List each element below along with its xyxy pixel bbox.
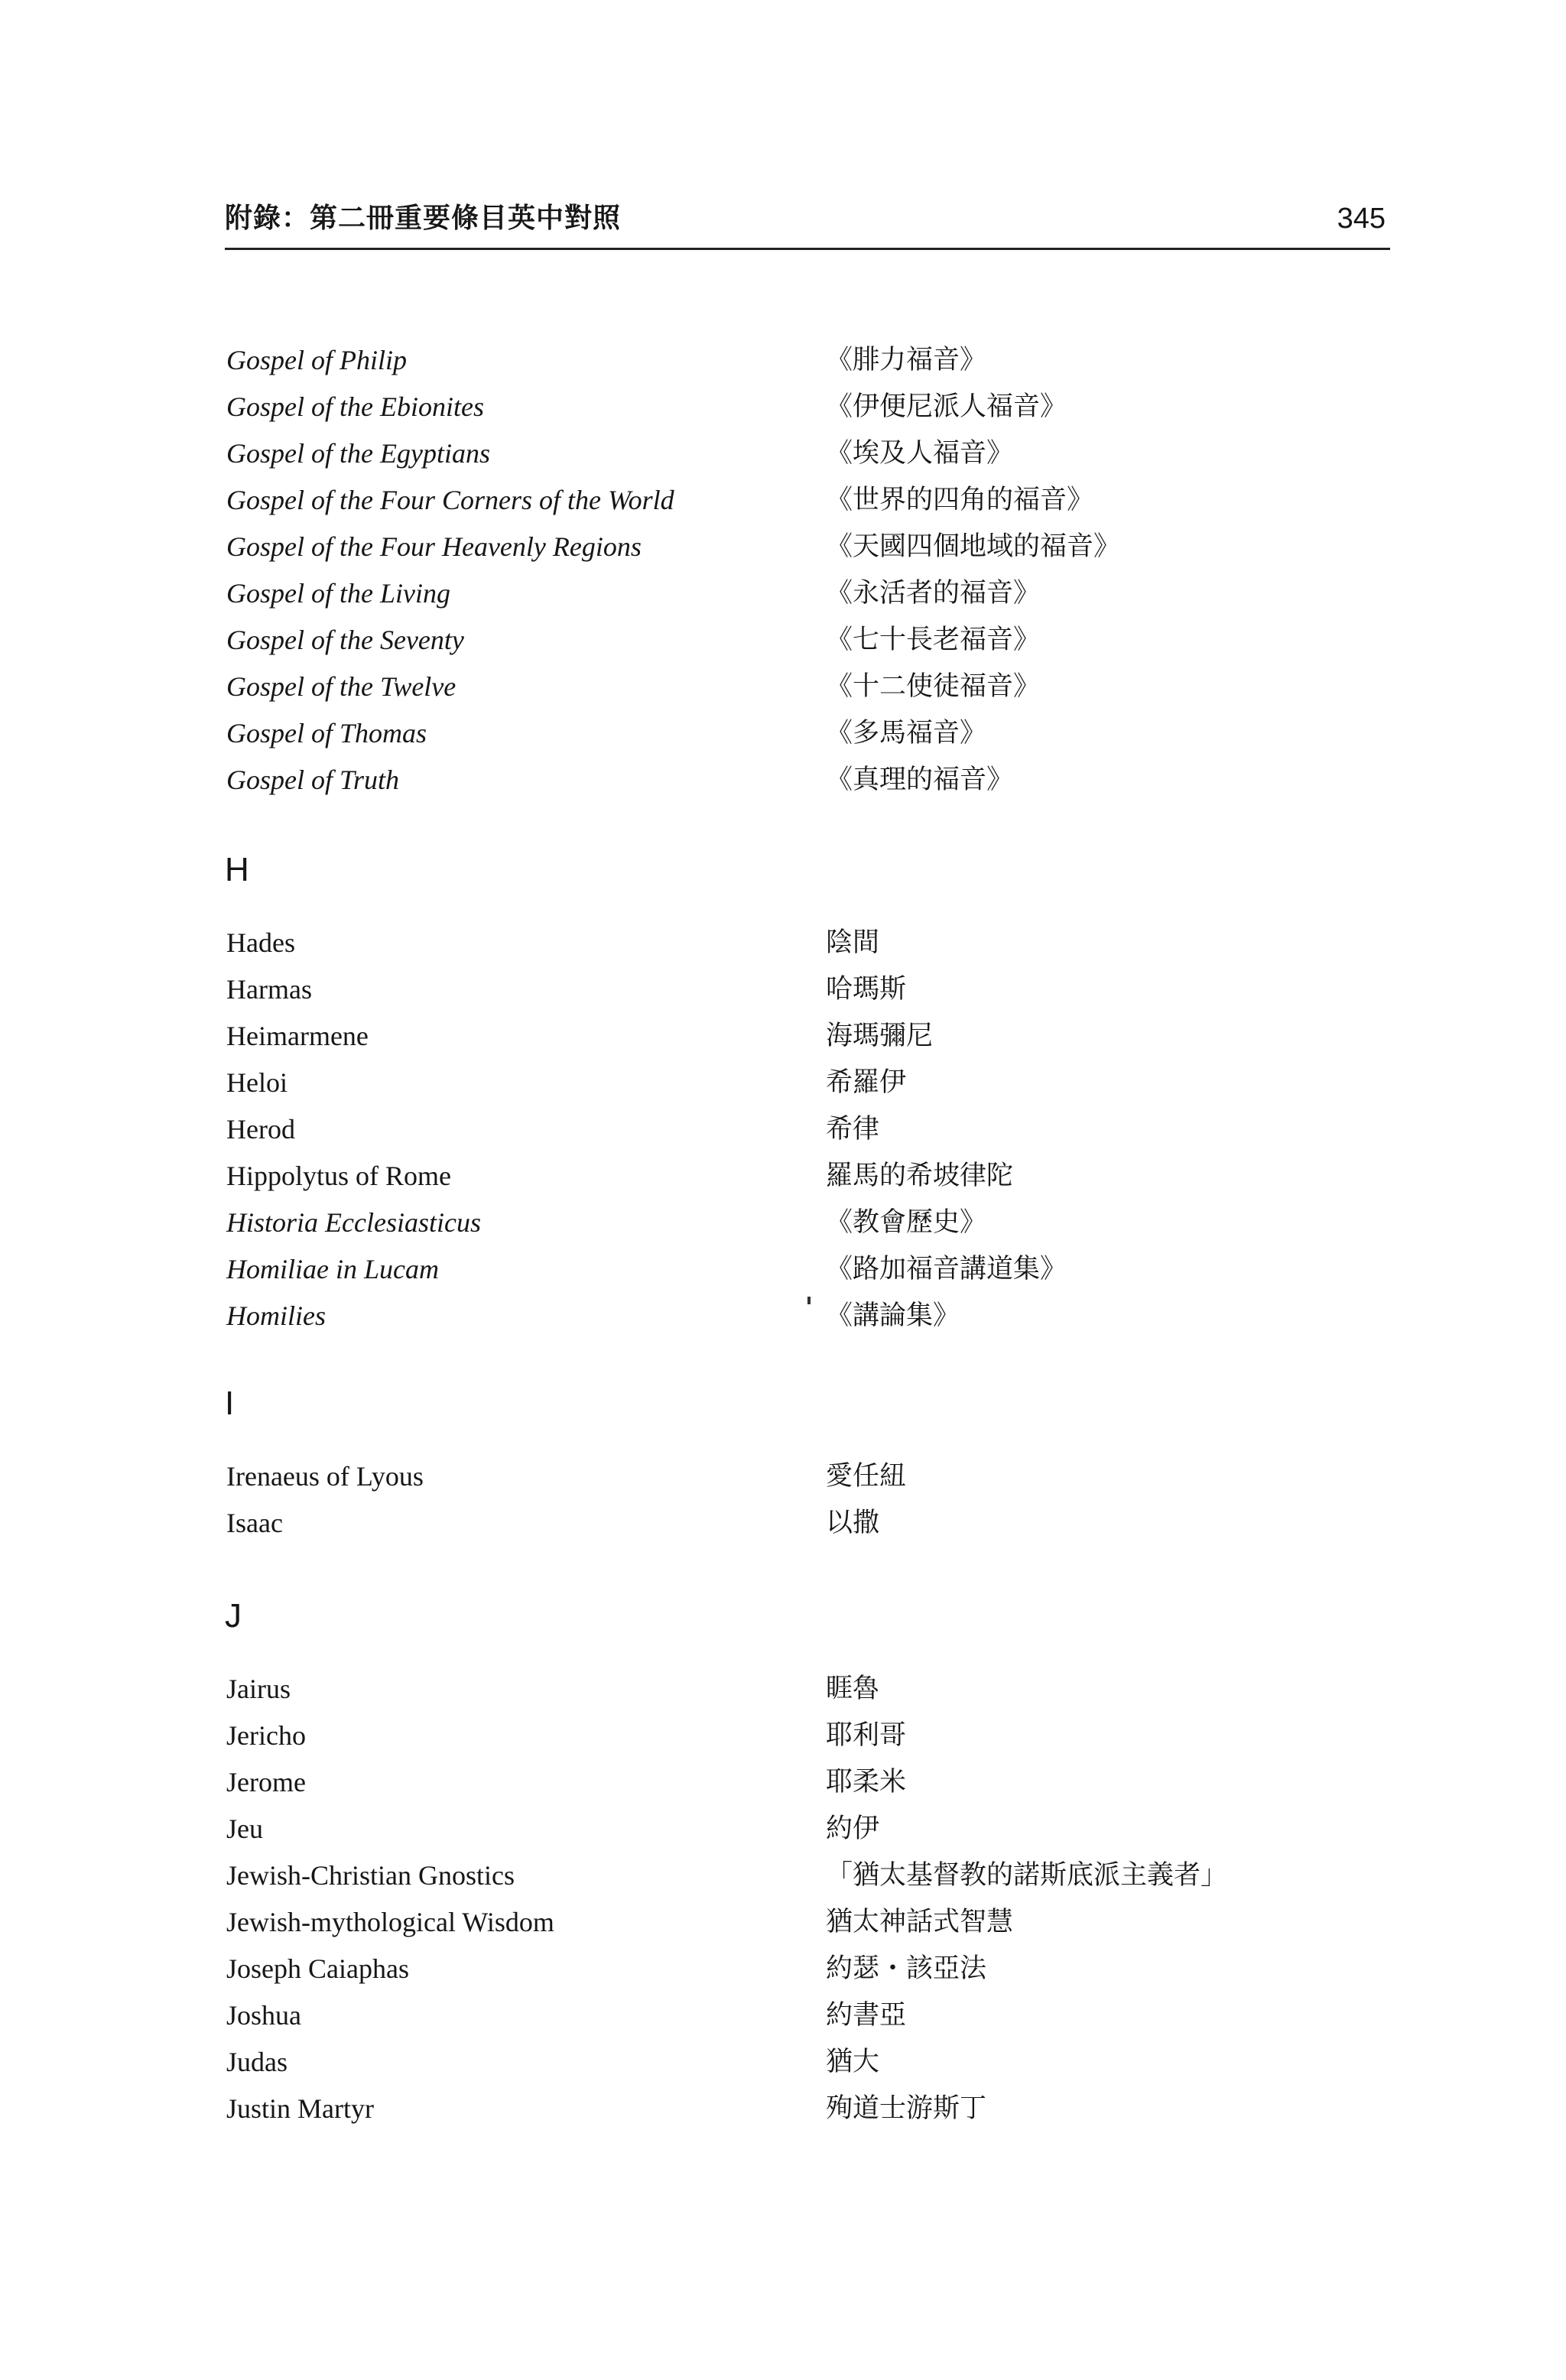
english-term: Irenaeus of Lyous: [226, 1461, 424, 1492]
glossary-entry: [0, 1670, 1566, 1716]
chinese-term: 「猶太基督教的諾斯底派主義者」: [826, 1860, 1228, 1891]
chinese-term: 海瑪彌尼: [826, 1021, 934, 1051]
glossary-entry: [0, 1856, 1566, 1903]
chinese-term: 以撒: [826, 1508, 880, 1538]
page-number: 345: [1337, 203, 1386, 235]
chinese-term: 愛任紐: [826, 1461, 907, 1492]
english-term: Joshua: [226, 2000, 301, 2031]
glossary-entry: [0, 388, 1566, 434]
glossary-entry: [0, 1903, 1566, 1950]
glossary-entry: [0, 970, 1566, 1017]
glossary-entry: [0, 667, 1566, 714]
glossary-list: [0, 341, 1566, 807]
chinese-term: 《天國四個地域的福音》: [826, 531, 1121, 562]
glossary-entry: [0, 1996, 1566, 2043]
english-term: Judas: [226, 2047, 288, 2077]
chinese-term: 羅馬的希坡律陀: [826, 1161, 1014, 1191]
english-term: Gospel of the Twelve: [226, 671, 456, 702]
english-term: Heloi: [226, 1067, 288, 1098]
english-term: Gospel of the Seventy: [226, 625, 464, 655]
glossary-entry: [0, 341, 1566, 388]
glossary-entry: [0, 1110, 1566, 1157]
chinese-term: 《世界的四角的福音》: [826, 485, 1094, 515]
glossary-entry: [0, 1297, 1566, 1343]
chinese-term: 《伊便尼派人福音》: [826, 391, 1067, 422]
english-term: Gospel of Truth: [226, 765, 400, 795]
english-term: Isaac: [226, 1508, 283, 1538]
chinese-term: 《教會歷史》: [826, 1207, 987, 1238]
glossary-entry: [0, 714, 1566, 761]
english-term: Historia Ecclesiasticus: [226, 1207, 481, 1238]
chinese-term: 《真理的福音》: [826, 765, 1014, 795]
chinese-term: 約瑟・該亞法: [826, 1953, 987, 1984]
english-term: Harmas: [226, 974, 312, 1005]
chinese-term: 《七十長老福音》: [826, 625, 1041, 655]
glossary-entry: [0, 1716, 1566, 1763]
glossary-entry: [0, 528, 1566, 574]
running-header: [225, 200, 1390, 250]
glossary-entry: [0, 924, 1566, 970]
chinese-term: 《十二使徒福音》: [826, 671, 1041, 702]
chinese-term: 陰間: [826, 927, 880, 958]
glossary-entry: [0, 1504, 1566, 1550]
glossary-list: [0, 1670, 1566, 2136]
english-term: Joseph Caiaphas: [226, 1953, 409, 1984]
chinese-term: 希律: [826, 1114, 880, 1145]
glossary-entry: [0, 1810, 1566, 1856]
running-title: 附錄：第二冊重要條目英中對照: [225, 203, 622, 234]
chinese-term: 殉道士游斯丁: [826, 2093, 987, 2124]
english-term: Gospel of the Four Heavenly Regions: [226, 531, 642, 562]
chinese-term: 猶太神話式智慧: [826, 1907, 1014, 1937]
english-term: Homiliae in Lucam: [226, 1254, 439, 1284]
chinese-term: 《講論集》: [826, 1300, 960, 1331]
glossary-entry: [0, 1457, 1566, 1504]
chinese-term: 《路加福音講道集》: [826, 1254, 1067, 1284]
english-term: Hippolytus of Rome: [226, 1161, 451, 1191]
english-term: Justin Martyr: [226, 2093, 374, 2124]
english-term: Gospel of Philip: [226, 345, 407, 375]
glossary-list: [0, 924, 1566, 1343]
glossary-entry: [0, 1203, 1566, 1250]
glossary-entry: [0, 1063, 1566, 1110]
section-letter-heading: I: [225, 1385, 235, 1422]
english-term: Jerome: [226, 1767, 306, 1797]
chinese-term: 《腓力福音》: [826, 345, 987, 375]
glossary-entry: [0, 1017, 1566, 1063]
glossary-entry: [0, 761, 1566, 807]
chinese-term: 希羅伊: [826, 1067, 907, 1098]
glossary-entry: [0, 481, 1566, 528]
glossary-entry: [0, 2043, 1566, 2089]
english-term: Gospel of the Ebionites: [226, 391, 484, 422]
glossary-entry: [0, 1157, 1566, 1203]
chinese-term: 約伊: [826, 1813, 880, 1844]
glossary-entry: [0, 1950, 1566, 1996]
glossary-entry: [0, 1250, 1566, 1297]
section-letter-heading: J: [225, 1597, 242, 1635]
english-term: Gospel of the Egyptians: [226, 438, 490, 469]
glossary-entry: [0, 621, 1566, 667]
english-term: Homilies: [226, 1300, 326, 1331]
english-term: Hades: [226, 927, 295, 958]
chinese-term: 《多馬福音》: [826, 718, 987, 748]
chinese-term: 哈瑪斯: [826, 974, 907, 1005]
chinese-term: 耶利哥: [826, 1720, 907, 1751]
glossary-entry: [0, 574, 1566, 621]
english-term: Herod: [226, 1114, 295, 1145]
english-term: Gospel of Thomas: [226, 718, 427, 748]
english-term: Heimarmene: [226, 1021, 369, 1051]
english-term: Jericho: [226, 1720, 306, 1751]
glossary-list: [0, 1457, 1566, 1550]
chinese-term: 《埃及人福音》: [826, 438, 1014, 469]
glossary-entry: [0, 1763, 1566, 1810]
chinese-term: 耶柔米: [826, 1767, 907, 1797]
scan-speck: [807, 1297, 811, 1304]
english-term: Jairus: [226, 1674, 291, 1704]
english-term: Jeu: [226, 1813, 263, 1844]
glossary-entry: [0, 2089, 1566, 2136]
section-letter-heading: H: [225, 851, 249, 888]
chinese-term: 猶大: [826, 2047, 880, 2077]
glossary-entry: [0, 434, 1566, 481]
english-term: Jewish-Christian Gnostics: [226, 1860, 515, 1891]
chinese-term: 《永活者的福音》: [826, 578, 1041, 609]
english-term: Gospel of the Living: [226, 578, 450, 609]
english-term: Gospel of the Four Corners of the World: [226, 485, 674, 515]
chinese-term: 睚魯: [826, 1674, 880, 1704]
chinese-term: 約書亞: [826, 2000, 907, 2031]
english-term: Jewish-mythological Wisdom: [226, 1907, 554, 1937]
